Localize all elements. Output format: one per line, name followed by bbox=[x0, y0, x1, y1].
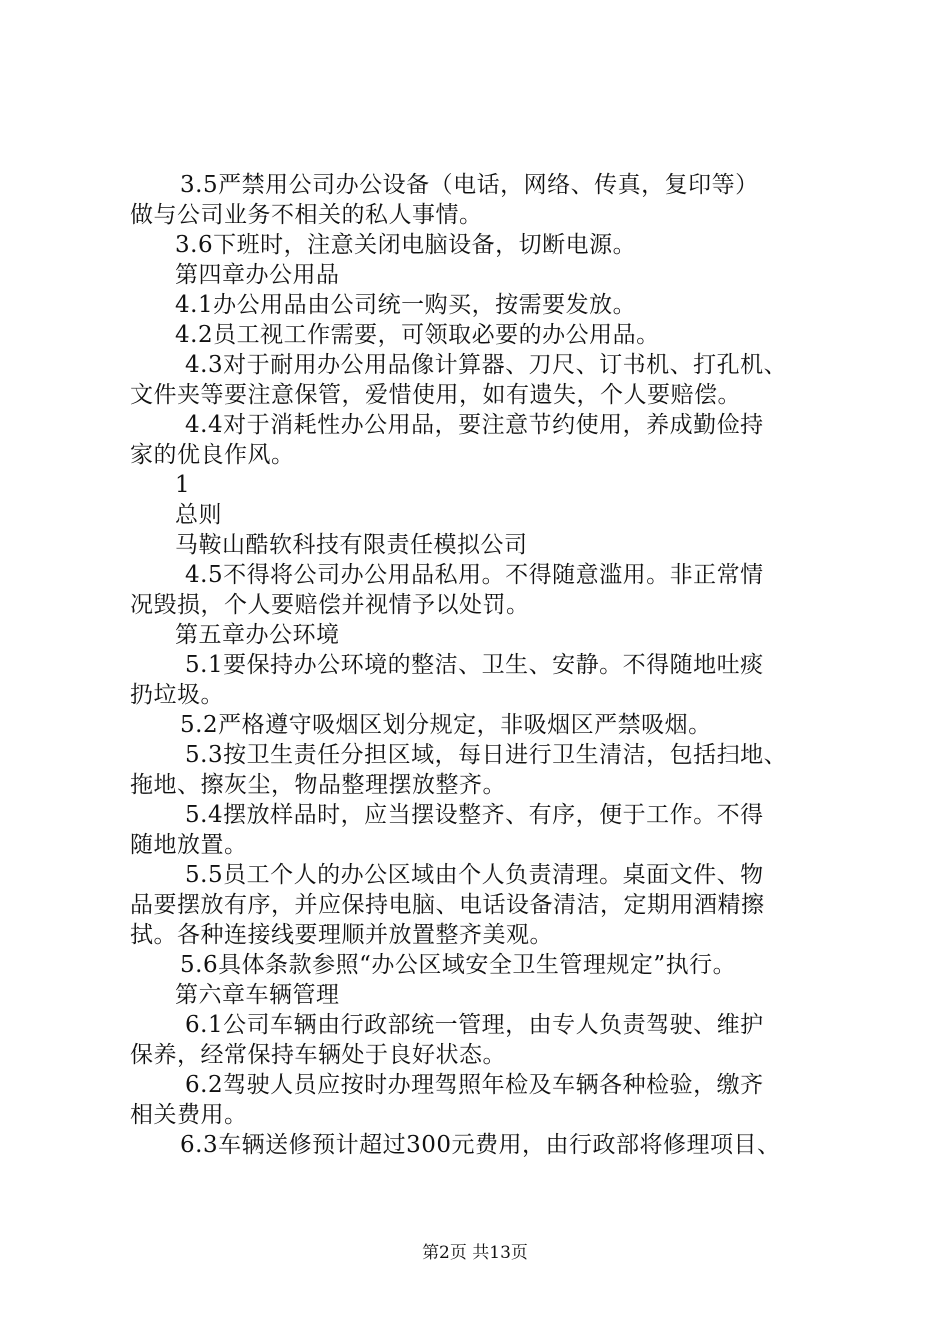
text-line: 扔垃圾。 bbox=[130, 682, 224, 708]
chapter-heading: 第六章车辆管理 bbox=[175, 982, 340, 1008]
text-line: 4.2员工视工作需要，可领取必要的办公用品。 bbox=[175, 322, 660, 348]
text-line: 3.6下班时，注意关闭电脑设备，切断电源。 bbox=[175, 232, 637, 258]
text-line: 5.2严格遵守吸烟区划分规定，非吸烟区严禁吸烟。 bbox=[180, 712, 712, 738]
text-line: 保养，经常保持车辆处于良好状态。 bbox=[130, 1042, 506, 1068]
page-number-footer: 第2页 共13页 bbox=[422, 1243, 528, 1263]
text-line: 5.4摆放样品时，应当摆设整齐、有序，便于工作。不得 bbox=[185, 802, 764, 828]
chapter-heading: 第四章办公用品 bbox=[175, 262, 340, 288]
text-line: 5.1要保持办公环境的整洁、卫生、安静。不得随地吐痰 bbox=[185, 652, 764, 678]
section-heading: 总则 bbox=[175, 502, 222, 528]
text-line: 家的优良作风。 bbox=[130, 442, 295, 468]
text-line: 5.5员工个人的办公区域由个人负责清理。桌面文件、物 bbox=[185, 862, 764, 888]
text-line: 拭。各种连接线要理顺并放置整齐美观。 bbox=[130, 922, 553, 948]
text-line: 况毁损，个人要赔偿并视情予以处罚。 bbox=[130, 592, 530, 618]
text-line: 4.4对于消耗性办公用品，要注意节约使用，养成勤俭持 bbox=[185, 412, 764, 438]
text-line: 做与公司业务不相关的私人事情。 bbox=[130, 202, 483, 228]
text-line: 6.3车辆送修预计超过300元费用，由行政部将修理项目、 bbox=[180, 1132, 781, 1158]
text-line: 6.1公司车辆由行政部统一管理，由专人负责驾驶、维护 bbox=[185, 1012, 764, 1038]
text-line: 5.6具体条款参照“办公区域安全卫生管理规定”执行。 bbox=[180, 952, 737, 978]
text-line: 1 bbox=[175, 472, 191, 498]
chapter-heading: 第五章办公环境 bbox=[175, 622, 340, 648]
text-line: 随地放置。 bbox=[130, 832, 248, 858]
text-line: 5.3按卫生责任分担区域，每日进行卫生清洁，包括扫地、 bbox=[185, 742, 788, 768]
text-line: 4.3对于耐用办公用品像计算器、刀尺、订书机、打孔机、 bbox=[185, 352, 788, 378]
text-line: 文件夹等要注意保管，爱惜使用，如有遗失，个人要赔偿。 bbox=[130, 382, 741, 408]
text-line: 相关费用。 bbox=[130, 1102, 248, 1128]
text-line: 4.5不得将公司办公用品私用。不得随意滥用。非正常情 bbox=[185, 562, 764, 588]
text-line: 拖地、擦灰尘，物品整理摆放整齐。 bbox=[130, 772, 506, 798]
company-name: 马鞍山酷软科技有限责任模拟公司 bbox=[175, 532, 528, 558]
document-body bbox=[130, 170, 830, 1160]
text-line: 3.5严禁用公司办公设备（电话，网络、传真，复印等） bbox=[180, 172, 759, 198]
text-line: 4.1办公用品由公司统一购买，按需要发放。 bbox=[175, 292, 637, 318]
text-line: 品要摆放有序，并应保持电脑、电话设备清洁，定期用酒精擦 bbox=[130, 892, 765, 918]
text-line: 6.2驾驶人员应按时办理驾照年检及车辆各种检验，缴齐 bbox=[185, 1072, 764, 1098]
